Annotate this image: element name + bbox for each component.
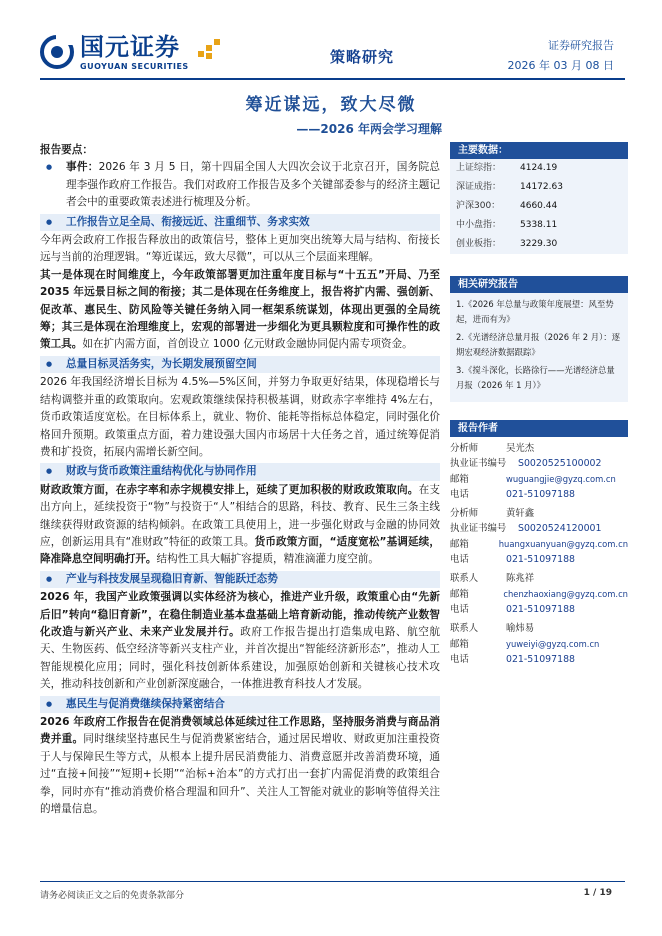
- related-research-list: [450, 293, 628, 402]
- phone-number: 021-51097188: [506, 554, 575, 566]
- section-3-fiscal-text: 在支出方向上，延续投资于“物”与投资于“人”相结合的思路，科技、教育、民生三条主线继续获得财政资源的结构倾斜。在政策工具使用上，进一步强化财政与金融的协同效应，创新运用具有“准财政”特征的政策工具。: [40, 483, 441, 548]
- email-link[interactable]: yuweiyi@gyzq.com.cn: [506, 638, 600, 649]
- section-heading-4: ● 产业与科技发展呈现稳旧育新、智能跃迁态势: [40, 571, 440, 588]
- section-1-paragraph-2: [40, 267, 440, 354]
- contact-name: 陈兆祥: [506, 573, 535, 585]
- report-date: 2026 年 03 月 08 日: [507, 59, 614, 72]
- section-3-monetary-lead: 货币政策方面，“适度宽松”基调延续，降准降息空间明确打开。: [40, 535, 440, 566]
- logo-dots-icon: [198, 39, 220, 61]
- section-1-tail: 如在扩内需方面，首创设立 1000 亿元财政金融协同促内需专项资金。: [82, 338, 413, 351]
- analyst-name: 吴光杰: [506, 443, 535, 454]
- email-link[interactable]: huangxuanyuan@gyzq.com.cn: [498, 538, 628, 549]
- index-name: 中小盘指：: [456, 220, 502, 230]
- section-4-text: 政府工作报告提出打造集成电路、航空航天、生物医药、低空经济等新兴支柱产业，并首次提出“智能经济新形态”，推动人工智能规模化应用；同时，强化科技创新体系建设，加强原始创新和关键核心技术攻关，推动科技创新和产业创新深度融合，一体推进教育科技人才发展。: [40, 625, 440, 691]
- role-label: 分析师: [450, 508, 479, 520]
- market-row: [450, 216, 628, 235]
- contact-card: [450, 621, 628, 667]
- cert-number: S0020525100002: [518, 458, 602, 470]
- section-3-monetary-text: 结构性工具大幅扩容提质，精准滴灌力度空前。: [156, 553, 379, 566]
- phone-label: 电话: [450, 603, 469, 615]
- phone-label: 电话: [450, 488, 469, 500]
- phone-number: 021-51097188: [506, 653, 575, 665]
- related-research-heading: 相关研究报告: [450, 276, 628, 293]
- analyst-name: 黄轩鑫: [506, 508, 535, 520]
- contact-card: [450, 571, 628, 617]
- market-data-table: [450, 159, 628, 254]
- section-4-lead: 2026 年，我国产业政策强调以实体经济为核心，推进产业升级，政策重心由“先新后旧”转向“稳旧育新”，在稳住制造业基本盘基础上培育新动能，推动传统产业数智化改造与新兴产业、未来产业发展并行。: [40, 591, 440, 638]
- phone-number: 021-51097188: [506, 603, 575, 615]
- email-label: 邮箱: [450, 538, 469, 550]
- cert-label: 执业证书编号: [450, 523, 507, 535]
- index-name: 上证综指：: [456, 163, 502, 173]
- page-number: 1 / 19: [583, 888, 612, 898]
- market-row: [450, 159, 628, 178]
- logo-chinese-name: 国元证券: [80, 33, 180, 61]
- market-row: [450, 235, 628, 254]
- header-divider: [40, 78, 625, 80]
- logo-english-name: GUOYUAN SECURITIES: [80, 62, 189, 71]
- company-logo: [40, 33, 220, 77]
- section-1-key-points: 其一是体现在时间维度上，今年政策部署更加注重年度目标与“十五五”开局、乃至 2035 年远景目标之间的衔接；其二是体现在任务维度上，报告将扩内需、强创新、促改革、惠民生、防风险等关键任务纳入同一框架系统谋划，体现出更强的全局统筹；其三是体现在治理维度上，宏观的部署进一步细化为更具颗粒度和可操作性的政策工具。: [40, 268, 440, 351]
- related-report-link[interactable]: 1.《2026 年总量与政策年度展望：风至势起，进而有为》: [456, 299, 614, 324]
- section-label: 策略研究: [330, 48, 395, 66]
- authors-heading: 报告作者: [450, 420, 628, 437]
- report-type: 证券研究报告: [548, 39, 614, 52]
- authors-list: [450, 437, 628, 667]
- analyst-card: [450, 441, 628, 502]
- market-row: [450, 178, 628, 197]
- index-value: 4124.19: [520, 163, 558, 173]
- analyst-card: [450, 506, 628, 567]
- summary-column: [40, 142, 440, 818]
- footer-divider: [40, 881, 625, 882]
- role-label: 联系人: [450, 573, 479, 585]
- event-paragraph: [40, 159, 440, 211]
- market-data-heading: 主要数据：: [450, 142, 628, 159]
- guoyuan-logo-icon: [40, 35, 74, 69]
- section-heading-3: ● 财政与货币政策注重结构优化与协同作用: [40, 463, 440, 480]
- section-3-paragraph: [40, 482, 440, 569]
- index-name: 深证成指：: [456, 182, 502, 192]
- section-2-paragraph: 2026 年我国经济增长目标为 4.5%—5%区间，并努力争取更好结果，体现稳增长与结构调整并重的政策取向。宏观政策继续保持积极基调，财政赤字率维持 4%左右，货币政策适度宽松。在目标体系上，就业、物价、能耗等指标总体稳定，同时强化价格回升预期。政策重点方面，着力建设强大国内市场居十大任务之首，通过统筹促消费和扩投资，拓展内需增长新空间。: [40, 376, 440, 458]
- index-value: 4660.44: [520, 201, 558, 211]
- cert-label: 执业证书编号: [450, 458, 507, 470]
- event-text: 2026 年 3 月 5 日，第十四届全国人大四次会议于北京召开，国务院总理李强作政府工作报告。我们对政府工作报告及多个关键部委参与的经济主题记者会中的重要政策表述进行梳理及分析。: [66, 161, 441, 209]
- section-4-paragraph: [40, 589, 440, 693]
- summary-heading: 报告要点：: [40, 144, 93, 156]
- email-label: 邮箱: [450, 473, 469, 485]
- index-value: 3229.30: [520, 239, 558, 249]
- section-heading-5: ● 惠民生与促消费继续保持紧密结合: [40, 696, 440, 713]
- index-name: 创业板指：: [456, 239, 502, 249]
- section-5-paragraph: [40, 714, 440, 818]
- index-name: 沪深300：: [456, 201, 501, 211]
- related-report-link[interactable]: 3.《搅斗深化，长路徐行——光谱经济总量月报（2026 年 1 月）》: [456, 365, 615, 390]
- sidebar: [450, 142, 628, 667]
- email-label: 邮箱: [450, 638, 469, 650]
- section-1-paragraph-1: 今年两会政府工作报告释放出的政策信号，整体上更加突出统筹大局与结构、衔接长远与当前的治理逻辑。“筹近谋远，致大尽微”，可以从三个层面来理解。: [40, 234, 440, 264]
- email-link[interactable]: wuguangjie@gyzq.com.cn: [506, 473, 616, 484]
- phone-number: 021-51097188: [506, 488, 575, 500]
- event-label: 事件：: [66, 161, 99, 174]
- index-value: 5338.11: [520, 220, 558, 230]
- related-report-link[interactable]: 2.《光谱经济总量月报（2026 年 2 月）：逐期宏观经济数据跟踪》: [456, 332, 621, 357]
- report-subtitle: ——2026 年两会学习理解: [296, 122, 442, 136]
- email-link[interactable]: chenzhaoxiang@gyzq.com.cn: [503, 588, 628, 599]
- email-label: 邮箱: [450, 588, 469, 600]
- phone-label: 电话: [450, 554, 469, 566]
- section-3-fiscal-lead: 财政政策方面，在赤字率和赤字规模安排上，延续了更加积极的财政政策取向。: [40, 483, 419, 496]
- disclaimer-note: 请务必阅读正文之后的免责条款部分: [40, 891, 185, 901]
- phone-label: 电话: [450, 653, 469, 665]
- section-5-lead: 2026 年政府工作报告在促消费领域总体延续过往工作思路，坚持服务消费与商品消费并重。: [40, 716, 440, 746]
- role-label: 分析师: [450, 443, 479, 454]
- section-5-text: 同时继续坚持惠民生与促消费紧密结合，通过居民增收、财政更加注重投资于人与保障民生等方式，从根本上提升居民消费能力、消费意愿并改善消费环境，通过“直接+间接”“短期+长期”“治标+治本”的方式打出一套扩内需促消费的政策组合拳，同时亦有“推动消费价格合理温和回升”、关注人工智能对就业的影响等值得关注的增量信息。: [40, 733, 441, 816]
- contact-name: 喻炜易: [506, 623, 535, 635]
- report-title: 筹近谋远，致大尽微: [245, 95, 417, 115]
- index-value: 14172.63: [520, 182, 563, 192]
- section-heading-1: ● 工作报告立足全局、衔接远近、注重细节、务求实效: [40, 214, 440, 231]
- section-heading-2: ● 总量目标灵活务实，为长期发展预留空间: [40, 356, 440, 373]
- cert-number: S0020524120001: [518, 523, 602, 535]
- market-row: [450, 197, 628, 216]
- role-label: 联系人: [450, 623, 479, 635]
